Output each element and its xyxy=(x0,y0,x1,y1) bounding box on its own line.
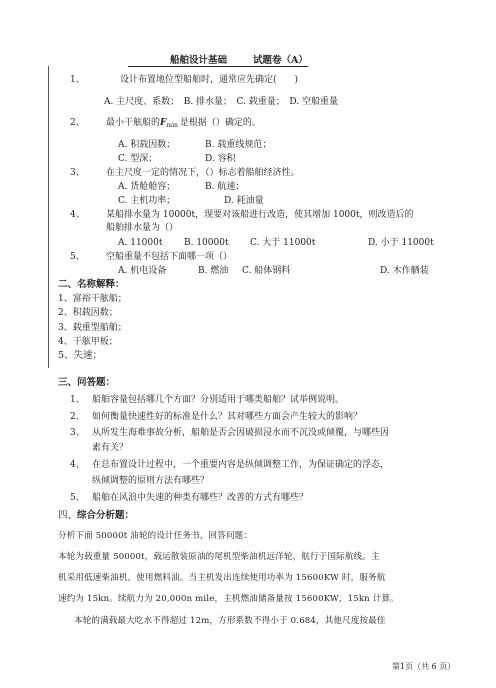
definition-item: 4、干舷甲板； xyxy=(58,337,118,347)
title-blank-right xyxy=(227,66,253,67)
mc-question-2 xyxy=(70,117,261,132)
mc-option: A. 积载因数； xyxy=(118,140,176,150)
title-course: 船舶设计基础 xyxy=(170,52,227,67)
analysis-paragraph-line: 本轮的满载最大吃水不得超过 12m，方形系数不得小于 0.684，其他尺度按最佳 xyxy=(74,616,386,626)
mc-option: D. 耗油量 xyxy=(224,196,264,206)
mc-option: B. 10000t xyxy=(184,238,229,248)
q-text: 某船排水量为 10000t，现要对该船进行改造，使其增加 1000t，则改造后的 xyxy=(106,210,414,220)
mc-option: C. 大于 11000t xyxy=(250,238,316,248)
mc-option: D. 小于 11000t xyxy=(368,238,434,248)
qa-question-5 xyxy=(70,492,308,504)
qa-question-3 xyxy=(70,427,389,439)
qa-question-1 xyxy=(70,394,344,406)
q-text: 在总布置设计过程中，一个重要内容是纵倾调整工作，为保证确定的浮态， xyxy=(92,460,390,470)
q-text: 从所发生海难事故分析，船舶是否会因破损浸水而不沉没或倾覆，与哪些因 xyxy=(92,428,390,438)
mc-option: D. 容积 xyxy=(205,154,236,164)
q-text-cont: 是根据（）确定的。 xyxy=(179,118,261,128)
heading-prefix: 四、 xyxy=(58,510,78,521)
q-number: 2、 xyxy=(70,412,85,422)
q-text: 空船重量不包括下面哪一项（） xyxy=(106,252,233,262)
mc-option: D. 木作舾装 xyxy=(380,266,429,276)
q-text-line2: 素有关？ xyxy=(92,443,129,453)
q-text: 船舶在风浪中失速的种类有哪些？改善的方式有哪些？ xyxy=(92,493,309,503)
q-number: 2、 xyxy=(70,118,85,128)
q-text: 如何衡量快速性好的标准是什么？其对哪些方面会产生较大的影响？ xyxy=(92,412,363,422)
mc-question-1 xyxy=(70,74,298,86)
definition-item: 2、积载因数； xyxy=(58,308,118,318)
mc-option: C. 船体钢料 xyxy=(242,266,291,276)
q-number: 5、 xyxy=(70,252,85,262)
mc-options-1: A. 主尺度、系数； B. 排水量； C. 载重量； D. 空船重量 xyxy=(104,97,338,107)
q-number: 3、 xyxy=(70,168,85,178)
section-heading-qa: 三、问答题： xyxy=(58,377,116,388)
q-number: 3、 xyxy=(70,428,85,438)
mc-option: C. 主机功率； xyxy=(118,196,176,206)
qa-question-4 xyxy=(70,459,389,471)
mc-question-5 xyxy=(70,251,232,263)
q-number: 1、 xyxy=(70,395,85,405)
analysis-paragraph-line: 速约为 15kn。续航力为 20,000n mile，主机燃油储备量按 15600KW，15kn 计算。 xyxy=(58,594,399,604)
q-text: 船舶容量包括哪几个方面？分别适用于哪类船舶？试举例说明。 xyxy=(92,395,345,405)
q-number: 1、 xyxy=(70,75,85,85)
heading-title: 综合分析题： xyxy=(77,510,135,521)
mc-option: C. 型深； xyxy=(118,154,158,164)
q-number: 5、 xyxy=(70,493,85,503)
freeboard-symbol: F xyxy=(160,118,167,128)
left-margin-rule xyxy=(48,66,49,368)
exam-title xyxy=(128,52,328,67)
q-number: 4、 xyxy=(70,210,85,220)
q-text-line2: 船舶排水量为（） xyxy=(106,223,179,233)
q-text: 最小干舷船的 xyxy=(106,118,161,128)
freeboard-subscript: min xyxy=(166,122,178,129)
page-footer: 第1页（共 6 页） xyxy=(392,662,456,671)
q-text-line2: 纵倾调整的原则方法有哪些？ xyxy=(92,476,210,486)
analysis-paragraph-line: 机采用低速柴油机，使用燃料油。当主机发出连续使用功率为 15600KW 时，服务航 xyxy=(58,573,386,583)
section-heading-definitions: 二、名称解释： xyxy=(58,279,125,290)
definition-item: 3、载重型船舶； xyxy=(58,323,127,333)
analysis-paragraph-line: 本轮为载重量 50000t，载运散装原油的尾机型柴油机远洋轮，航行于国际航线。主 xyxy=(58,552,380,562)
mc-question-3 xyxy=(70,167,300,179)
definition-item: 1、富裕干舷船； xyxy=(58,294,127,304)
mc-option: B. 航速； xyxy=(205,182,245,192)
qa-question-2 xyxy=(70,411,362,423)
analysis-intro: 分析下面 50000t 油轮的设计任务书，回答问题： xyxy=(58,531,253,541)
mc-option: A. 11000t xyxy=(118,238,163,248)
mc-option: A. 机电设备 xyxy=(118,266,167,276)
q-text: 在主尺度一定的情况下，（）标志着船舶经济性。 xyxy=(106,168,300,178)
title-paper: 试题卷（A） xyxy=(253,52,308,67)
q-text: 设计布置地位型船舶时，通常应先确定( ) xyxy=(120,75,299,85)
mc-option: B. 燃油 xyxy=(198,266,229,276)
q-number: 4、 xyxy=(70,460,85,470)
mc-option: A. 货舱舱容； xyxy=(118,182,176,192)
definition-item: 5、失速； xyxy=(58,350,103,361)
mc-question-4 xyxy=(70,209,414,221)
title-blank-left xyxy=(128,66,170,67)
section-heading-analysis xyxy=(58,510,134,522)
mc-option: B. 载重线规范； xyxy=(205,140,272,150)
